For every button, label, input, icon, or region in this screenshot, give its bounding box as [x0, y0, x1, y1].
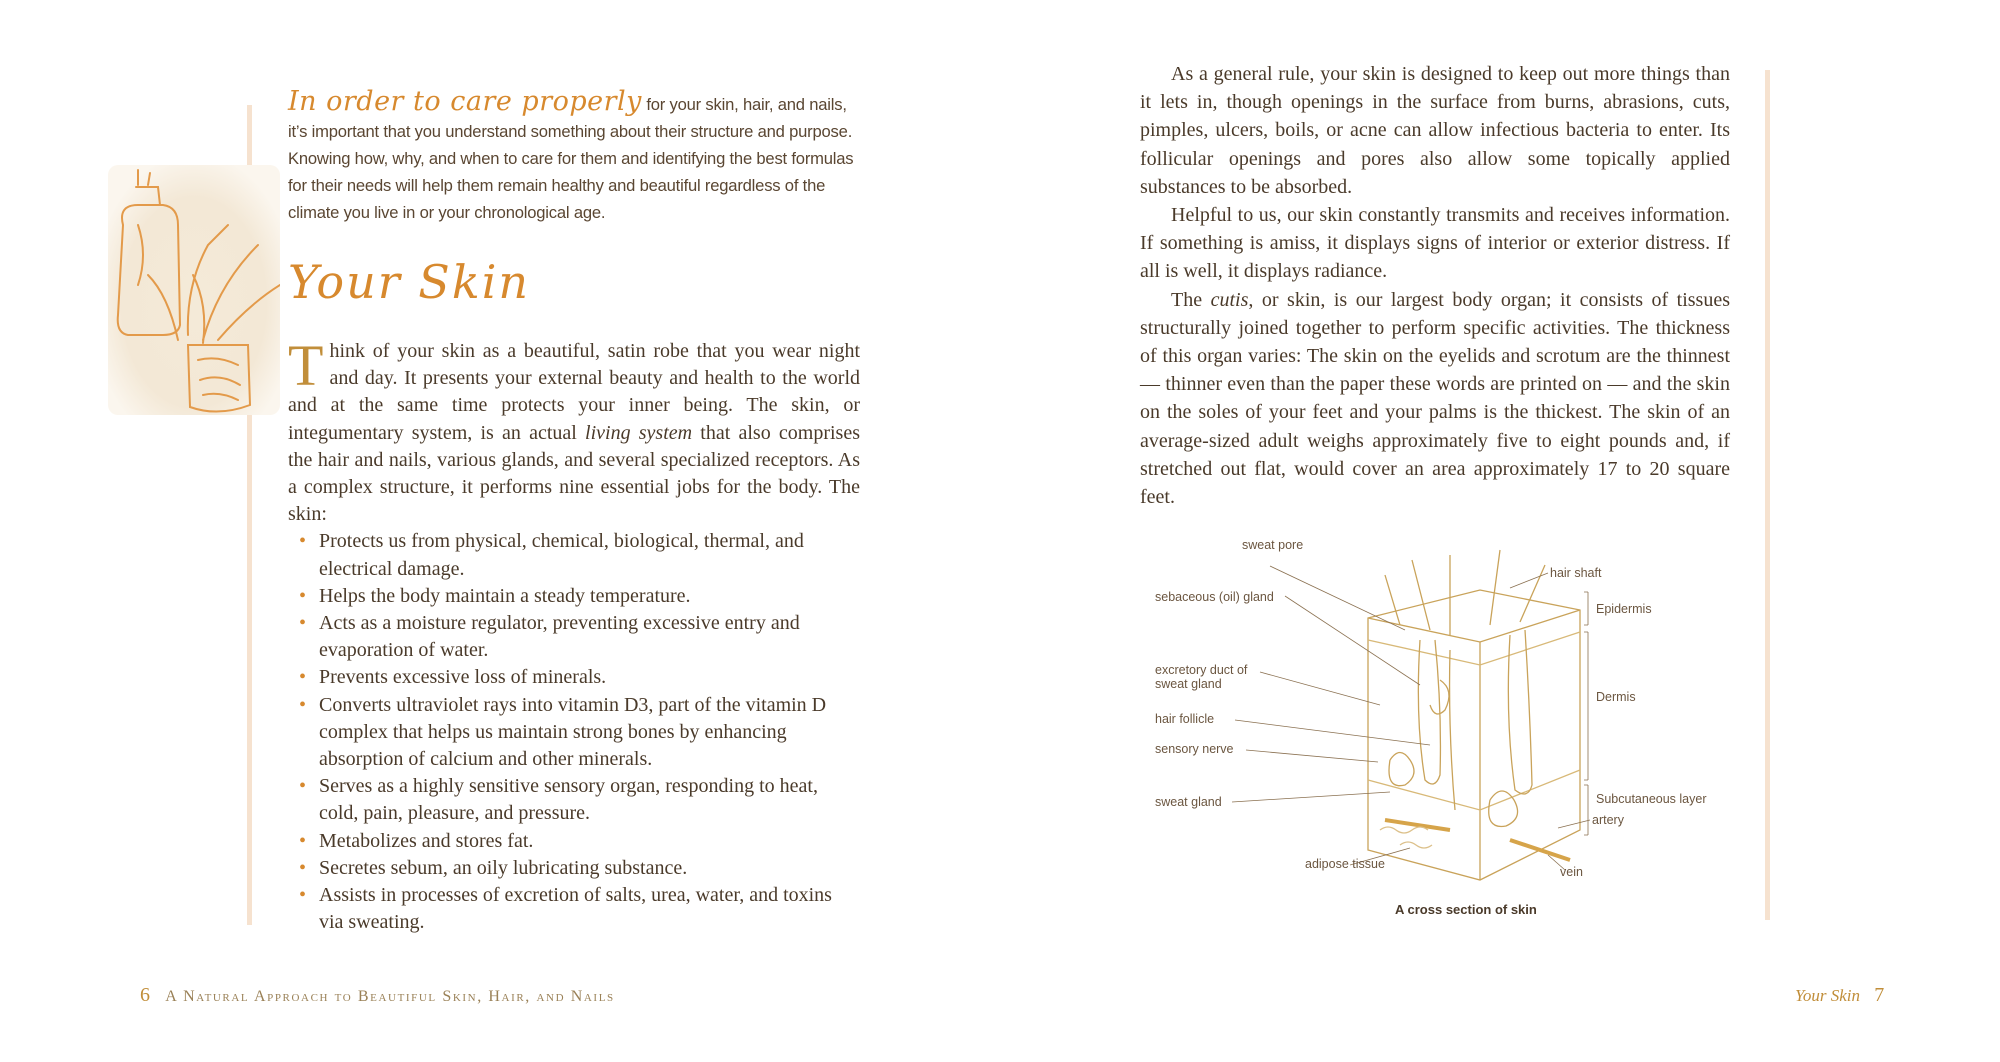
- list-item-text: Assists in processes of excretion of salts, urea, water, and toxins via sweating.: [319, 884, 832, 934]
- page-number-right: 7: [1874, 984, 1885, 1006]
- label-subcutaneous-layer: Subcutaneous layer: [1596, 792, 1707, 806]
- label-artery: artery: [1592, 813, 1624, 827]
- list-item-text: Helps the body maintain a steady temperature.: [319, 584, 691, 607]
- paragraph: As a general rule, your skin is designed to keep out more things than it lets in, though openings in the surface from burns, abrasions, cuts, pimples, ulcers, boils, or acne can allow infectious bacteria to enter. Its follicular openings and pores also allow some topically applied substances to be absorbed.: [1140, 63, 1730, 198]
- paragraph-text-end: , or skin, is our largest body organ; it consists of tissues structurally joined together to perform specific activities. The thickness of this organ varies: The skin on the eyelids and scrotum are the thinnest — thinner even than the paper these words are printed on — and the skin on the soles of your feet and your palms is the thickest. The skin of an average-sized adult weighs approximately five to eight pounds and, if stretched out flat, would cover an area approximately 17 to 20 square feet.: [1140, 288, 1730, 509]
- list-item: [299, 773, 860, 827]
- label-epidermis: Epidermis: [1596, 602, 1652, 616]
- label-hair-follicle: hair follicle: [1155, 712, 1215, 726]
- skin-functions-list: [288, 528, 860, 936]
- left-body-text: [288, 333, 860, 936]
- list-item-text: Protects us from physical, chemical, biological, thermal, and electrical damage.: [319, 530, 804, 580]
- label-sweat-gland: sweat gland: [1155, 795, 1222, 809]
- running-head: A Natural Approach to Beautiful Skin, Hair, and Nails: [165, 988, 615, 1005]
- bullet-icon: •: [299, 884, 307, 907]
- bullet-icon: •: [299, 693, 307, 716]
- list-item-text: Metabolizes and stores fat.: [319, 829, 534, 852]
- label-vein: vein: [1560, 865, 1583, 879]
- drop-cap: T: [288, 333, 324, 398]
- list-item: [299, 583, 860, 610]
- left-page-footer: [140, 984, 615, 1007]
- list-item-text: Serves as a highly sensitive sensory organ, responding to heat, cold, pain, pleasure, and pressure.: [319, 775, 818, 825]
- paragraph-text: The: [1171, 288, 1211, 311]
- right-page-footer: [1795, 984, 1884, 1007]
- bullet-icon: •: [299, 530, 307, 553]
- section-title: Your Skin: [288, 255, 531, 309]
- label-hair-shaft: hair shaft: [1550, 566, 1602, 580]
- label-excretory-duct: excretory duct of sweat gland: [1155, 663, 1248, 691]
- list-item-text: Prevents excessive loss of minerals.: [319, 666, 607, 689]
- emphasis-text: living system: [585, 421, 693, 444]
- bullet-icon: •: [299, 584, 307, 607]
- list-item: [299, 664, 860, 691]
- diagram-caption: A cross section of skin: [1395, 902, 1537, 917]
- list-item: [299, 855, 860, 882]
- page-number-left: 6: [140, 984, 152, 1006]
- bullet-icon: •: [299, 829, 307, 852]
- label-dermis: Dermis: [1596, 690, 1636, 704]
- list-item: [299, 610, 860, 664]
- intro-text: for your skin, hair, and nails, it’s important that you understand something about their structure and purpose. Knowing how, why, and when to care for them and identifying the best formulas for their needs will help them remain healthy and beautiful regardless of the climate you live in or your chronological age.: [288, 95, 854, 222]
- emphasis-text: cutis: [1210, 288, 1249, 311]
- skin-cross-section-diagram: [1150, 530, 1710, 930]
- list-item-text: Secretes sebum, an oily lubricating substance.: [319, 856, 688, 879]
- list-item: [299, 828, 860, 855]
- label-sebaceous-gland: sebaceous (oil) gland: [1155, 590, 1274, 604]
- bullet-icon: •: [299, 775, 307, 798]
- right-body-text: [1140, 60, 1730, 511]
- opening-paragraph: [288, 333, 860, 528]
- list-item: [299, 528, 860, 582]
- label-adipose-tissue: adipose tissue: [1305, 857, 1385, 871]
- right-margin-rule: [1765, 70, 1770, 920]
- bullet-icon: •: [299, 856, 307, 879]
- paragraph-text-end: that also comprises the hair and nails, various glands, and several specialized receptors. As a complex structure, it performs nine essential jobs for the body. The skin:: [288, 421, 860, 526]
- list-item: [299, 882, 860, 936]
- intro-lead: In order to care properly: [288, 86, 642, 117]
- paragraph-text: hink of your skin as a beautiful, satin robe that you wear night and day. It presents your external beauty and health to the world and at the same time protects your inner being. The skin, or integumentary system, is an actual: [288, 340, 860, 444]
- intro-paragraph: [288, 88, 861, 226]
- paragraph: Helpful to us, our skin constantly transmits and receives information. If something is amiss, it displays signs of interior or exterior distress. If all is well, it displays radiance.: [1140, 204, 1730, 283]
- section-name: Your Skin: [1795, 986, 1861, 1005]
- list-item: [299, 692, 860, 774]
- list-item-text: Converts ultraviolet rays into vitamin D3, part of the vitamin D complex that helps us maintain strong bones by enhancing absorption of calcium and other minerals.: [319, 693, 827, 771]
- label-sweat-pore: sweat pore: [1242, 538, 1304, 552]
- list-item-text: Acts as a moisture regulator, preventing excessive entry and evaporation of water.: [319, 612, 800, 662]
- label-sensory-nerve: sensory nerve: [1155, 742, 1234, 756]
- bullet-icon: •: [299, 666, 307, 689]
- paragraph: [1140, 286, 1730, 512]
- bullet-icon: •: [299, 612, 307, 635]
- aloe-illustration: [108, 165, 280, 415]
